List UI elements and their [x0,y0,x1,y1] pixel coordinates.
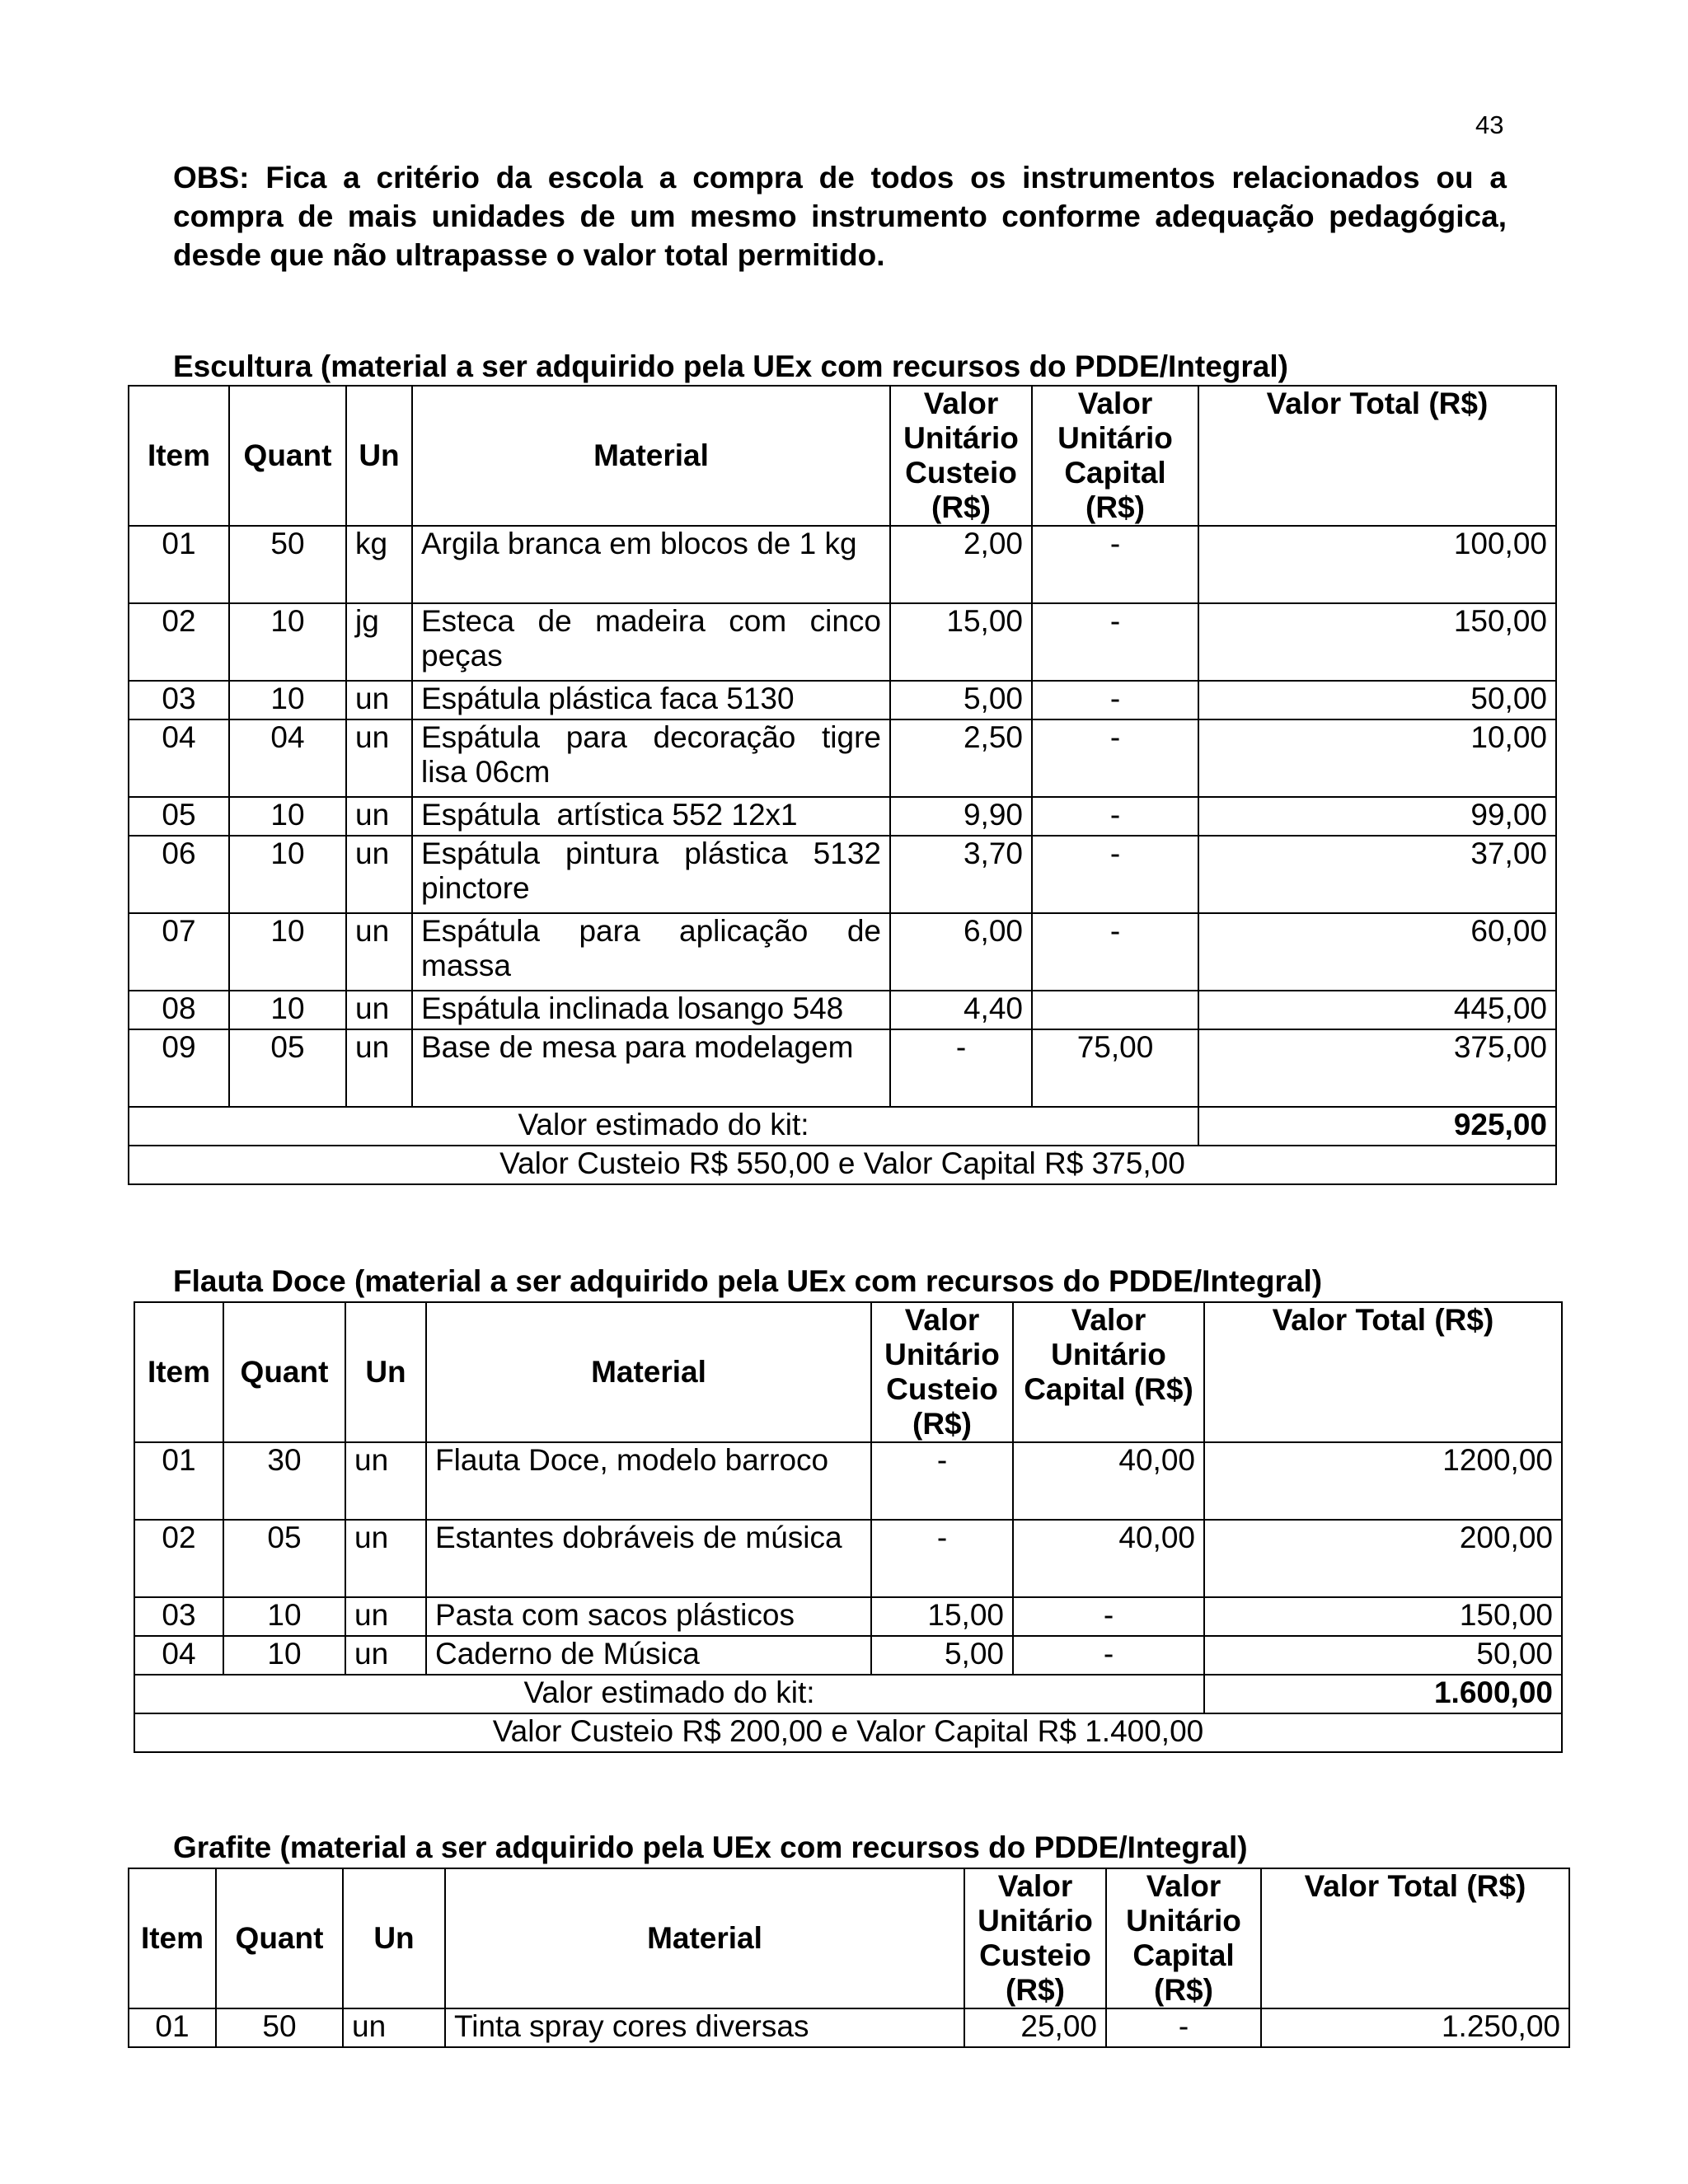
cell-un: un [346,836,412,913]
cell-total: 10,00 [1198,719,1556,797]
cell-material: Espátula artística 552 12x1 [412,797,890,836]
cell-item: 01 [134,1442,223,1520]
cell-un: kg [346,526,412,603]
cell-item: 07 [129,913,229,991]
cell-capital: - [1032,681,1198,719]
kit-note: Valor Custeio R$ 550,00 e Valor Capital R$ 375,00 [129,1146,1556,1184]
cell-un: un [345,1520,426,1597]
page-number: 43 [1475,110,1504,139]
cell-item: 09 [129,1029,229,1107]
cell-item: 01 [129,2008,216,2047]
header-un: Un [346,386,412,526]
header-valor-capital: Valor Unitário Capital (R$) [1032,386,1198,526]
cell-material: Estantes dobráveis de música [426,1520,871,1597]
table-row [129,526,1556,603]
header-item: Item [134,1302,223,1442]
cell-un: un [345,1597,426,1636]
header-material: Material [412,386,890,526]
cell-quant: 10 [229,603,346,681]
cell-item: 01 [129,526,229,603]
cell-custeio: 5,00 [871,1636,1013,1675]
cell-total: 37,00 [1198,836,1556,913]
cell-material: Argila branca em blocos de 1 kg [412,526,890,603]
cell-total: 100,00 [1198,526,1556,603]
cell-un: un [343,2008,445,2047]
cell-material: Espátula pintura plástica 5132 pinctore [412,836,890,913]
kit-note: Valor Custeio R$ 200,00 e Valor Capital R$ 1.400,00 [134,1713,1562,1752]
cell-quant: 10 [229,913,346,991]
header-item: Item [129,386,229,526]
cell-quant: 10 [229,991,346,1029]
cell-custeio: 2,00 [890,526,1032,603]
total-label: Valor estimado do kit: [134,1675,1204,1713]
cell-material: Espátula para aplicação de massa [412,913,890,991]
cell-custeio: 15,00 [890,603,1032,681]
cell-total: 1200,00 [1204,1442,1562,1520]
table-header-row [134,1302,1562,1442]
total-row [134,1675,1562,1713]
cell-capital: - [1032,526,1198,603]
cell-quant: 50 [229,526,346,603]
cell-capital: 40,00 [1013,1442,1204,1520]
section-title-flauta-doce: Flauta Doce (material a ser adquirido pela UEx com recursos do PDDE/Integral) [173,1264,1323,1298]
escultura-table [128,385,1557,1185]
cell-total: 99,00 [1198,797,1556,836]
header-valor-total: Valor Total (R$) [1198,386,1556,526]
cell-capital: - [1032,797,1198,836]
cell-capital: 75,00 [1032,1029,1198,1107]
cell-total: 375,00 [1198,1029,1556,1107]
note-row [134,1713,1562,1752]
cell-custeio: 5,00 [890,681,1032,719]
cell-total: 1.250,00 [1261,2008,1569,2047]
cell-quant: 10 [229,797,346,836]
cell-item: 02 [134,1520,223,1597]
cell-material: Flauta Doce, modelo barroco [426,1442,871,1520]
table-row [129,991,1556,1029]
cell-material: Tinta spray cores diversas [445,2008,964,2047]
cell-material: Espátula inclinada losango 548 [412,991,890,1029]
cell-custeio: 6,00 [890,913,1032,991]
cell-un: un [346,797,412,836]
cell-total: 50,00 [1204,1636,1562,1675]
header-item: Item [129,1868,216,2008]
cell-un: un [346,913,412,991]
total-value: 1.600,00 [1204,1675,1562,1713]
cell-item: 08 [129,991,229,1029]
cell-quant: 10 [229,836,346,913]
note-row [129,1146,1556,1184]
cell-un: jg [346,603,412,681]
cell-capital: 40,00 [1013,1520,1204,1597]
total-row [129,1107,1556,1146]
table-header-row [129,386,1556,526]
header-valor-total: Valor Total (R$) [1261,1868,1569,2008]
table-row [129,681,1556,719]
header-valor-capital: Valor Unitário Capital (R$) [1106,1868,1261,2008]
cell-custeio: 4,40 [890,991,1032,1029]
cell-item: 02 [129,603,229,681]
header-quant: Quant [216,1868,343,2008]
cell-capital: - [1032,836,1198,913]
table-row [134,1636,1562,1675]
cell-item: 06 [129,836,229,913]
header-valor-custeio: Valor Unitário Custeio (R$) [890,386,1032,526]
cell-capital: - [1013,1636,1204,1675]
header-valor-total: Valor Total (R$) [1204,1302,1562,1442]
cell-material: Espátula para decoração tigre lisa 06cm [412,719,890,797]
header-quant: Quant [229,386,346,526]
section-title-grafite: Grafite (material a ser adquirido pela UEx com recursos do PDDE/Integral) [173,1830,1248,1864]
cell-custeio: - [871,1520,1013,1597]
cell-un: un [346,681,412,719]
cell-material: Pasta com sacos plásticos [426,1597,871,1636]
table-row [129,836,1556,913]
header-valor-capital: Valor Unitário Capital (R$) [1013,1302,1204,1442]
cell-quant: 10 [223,1636,345,1675]
flauta-doce-table [134,1301,1563,1753]
cell-material: Espátula plástica faca 5130 [412,681,890,719]
cell-quant: 04 [229,719,346,797]
cell-total: 150,00 [1198,603,1556,681]
cell-quant: 05 [229,1029,346,1107]
table-row [134,1442,1562,1520]
cell-custeio: 25,00 [964,2008,1106,2047]
cell-item: 04 [134,1636,223,1675]
cell-item: 04 [129,719,229,797]
cell-quant: 30 [223,1442,345,1520]
cell-total: 445,00 [1198,991,1556,1029]
cell-un: un [346,991,412,1029]
section-title-escultura: Escultura (material a ser adquirido pela UEx com recursos do PDDE/Integral) [173,349,1288,383]
table-row [129,2008,1569,2047]
table-header-row [129,1868,1569,2008]
header-material: Material [445,1868,964,2008]
cell-quant: 50 [216,2008,343,2047]
cell-item: 05 [129,797,229,836]
cell-item: 03 [134,1597,223,1636]
cell-material: Base de mesa para modelagem [412,1029,890,1107]
cell-capital: - [1032,913,1198,991]
cell-material: Caderno de Música [426,1636,871,1675]
header-un: Un [343,1868,445,2008]
table-row [129,603,1556,681]
cell-total: 150,00 [1204,1597,1562,1636]
total-label: Valor estimado do kit: [129,1107,1198,1146]
cell-total: 60,00 [1198,913,1556,991]
total-value: 925,00 [1198,1107,1556,1146]
cell-un: un [345,1636,426,1675]
cell-material: Esteca de madeira com cinco peças [412,603,890,681]
cell-item: 03 [129,681,229,719]
cell-quant: 10 [223,1597,345,1636]
table-row [129,913,1556,991]
cell-total: 200,00 [1204,1520,1562,1597]
header-material: Material [426,1302,871,1442]
cell-capital: - [1106,2008,1261,2047]
table-row [129,719,1556,797]
table-row [134,1597,1562,1636]
header-valor-custeio: Valor Unitário Custeio (R$) [964,1868,1106,2008]
cell-custeio: - [871,1442,1013,1520]
cell-custeio: 9,90 [890,797,1032,836]
cell-custeio: 15,00 [871,1597,1013,1636]
cell-capital [1032,991,1198,1029]
cell-total: 50,00 [1198,681,1556,719]
cell-quant: 05 [223,1520,345,1597]
cell-un: un [345,1442,426,1520]
cell-custeio: - [890,1029,1032,1107]
header-valor-custeio: Valor Unitário Custeio (R$) [871,1302,1013,1442]
cell-quant: 10 [229,681,346,719]
cell-un: un [346,719,412,797]
table-row [129,797,1556,836]
cell-un: un [346,1029,412,1107]
table-row [134,1520,1562,1597]
table-row [129,1029,1556,1107]
header-quant: Quant [223,1302,345,1442]
cell-capital: - [1032,603,1198,681]
cell-capital: - [1013,1597,1204,1636]
cell-capital: - [1032,719,1198,797]
cell-custeio: 2,50 [890,719,1032,797]
header-un: Un [345,1302,426,1442]
cell-custeio: 3,70 [890,836,1032,913]
obs-paragraph: OBS: Fica a critério da escola a compra de todos os instrumentos relacionados ou a compra de mais unidades de um mesmo instrumento conforme adequação pedagógica, desde que não ultrapasse o valor total permitido. [173,161,1507,272]
grafite-table [128,1868,1570,2048]
